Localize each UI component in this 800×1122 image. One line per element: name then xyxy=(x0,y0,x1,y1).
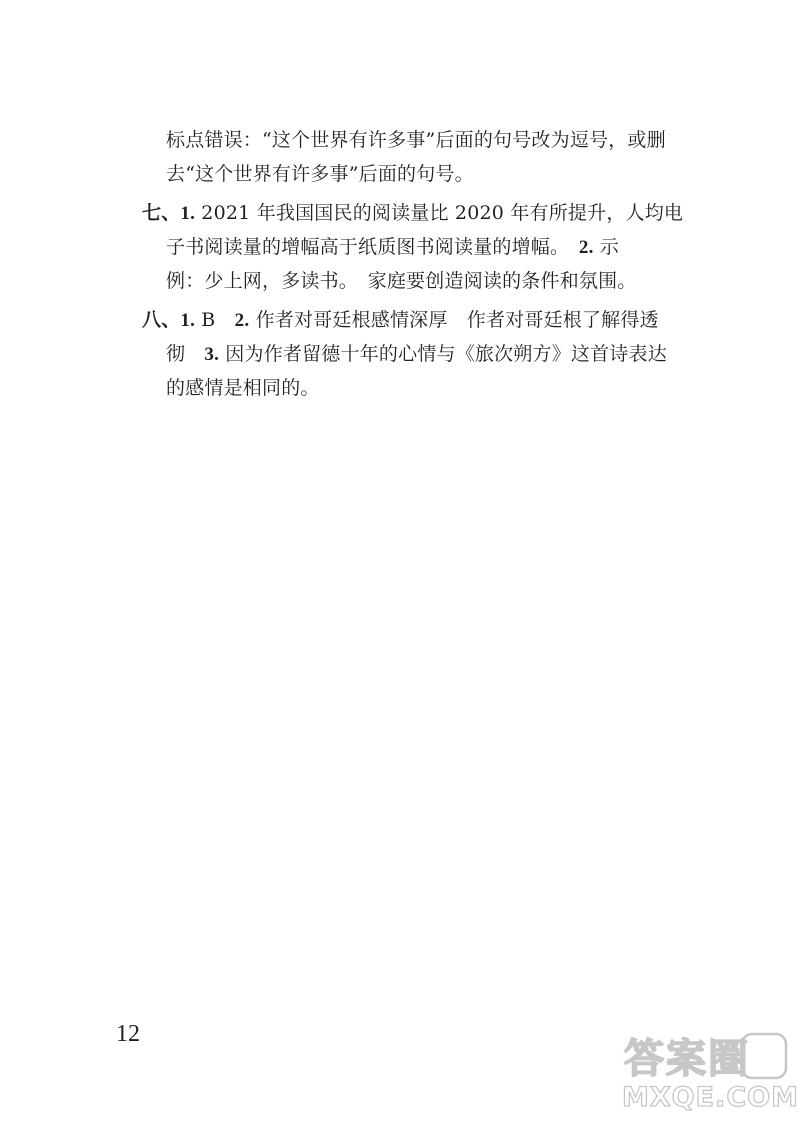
item-number: 1. xyxy=(180,310,196,331)
section-7-label: 七、 xyxy=(142,202,181,224)
section-8-line-2: 彻 3. 因为作者留德十年的心情与《旅次朔方》这首诗表达 xyxy=(166,343,667,365)
section-8-line-1: 八、1. B 2. 作者对哥廷根感情深厚 作者对哥廷根了解得透 xyxy=(142,309,659,331)
watermark-url: MXQE.COM xyxy=(622,1082,799,1113)
page-number: 12 xyxy=(116,1021,140,1047)
section-8-label: 八、 xyxy=(142,309,181,331)
item-number: 3. xyxy=(204,344,220,365)
text-line-2: 去“这个世界有许多事”后面的句号。 xyxy=(166,163,474,185)
section-8-line-3: 的感情是相同的。 xyxy=(166,377,320,399)
watermark-logo-text: 答案圈 xyxy=(624,1036,750,1082)
text-line-1: 标点错误：“这个世界有许多事”后面的句号改为逗号，或删 xyxy=(166,129,666,151)
section-7-line-3: 例：少上网，多读书。 家庭要创造阅读的条件和氛围。 xyxy=(166,270,637,292)
section-7-line-1: 七、1. 2021 年我国国民的阅读量比 2020 年有所提升，人均电 xyxy=(142,202,684,224)
item-number: 1. xyxy=(180,203,196,224)
section-7-line-2: 子书阅读量的增幅高于纸质图书阅读量的增幅。 2. 示 xyxy=(166,236,620,258)
item-number: 2. xyxy=(234,310,250,331)
item-number: 2. xyxy=(578,237,594,258)
watermark-logo xyxy=(618,1032,788,1084)
watermark xyxy=(618,1032,799,1114)
